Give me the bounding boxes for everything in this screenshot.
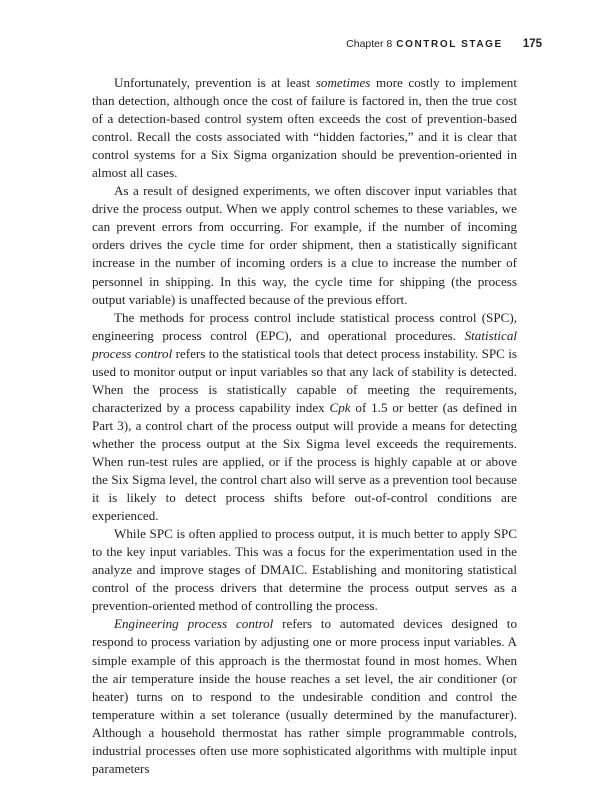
running-head — [346, 38, 542, 50]
chapter-label: Chapter 8 — [346, 38, 393, 50]
chapter-title: CONTROL STAGE — [396, 39, 503, 50]
paragraph-spc-inputs — [92, 525, 517, 615]
paragraph-text: refers to the statistical tools that detect process instability. SPC is used to monitor output or input variables so that any lack of stability is detected. When the process is statistically capable of meeting the requirements, characterized by a process capability index — [92, 345, 517, 415]
paragraph-text: The methods for process control include statistical process control (SPC), engineering process control (EPC), and operational procedures. — [92, 309, 517, 343]
paragraph-prevention-cost — [92, 74, 517, 182]
term-engineering-process-control: Engineering process control — [114, 616, 274, 632]
paragraph-text: As a result of designed experiments, we often discover input variables that drive the process output. When we apply control schemes to these variables, we can prevent errors from occurring. For example, if the number of incoming orders drives the cycle time for order shipment, then a statistically significant increase in the number of incoming orders is a clue to increase the number of personnel in shipping. In this way, the cycle time for shipping (the process output variable) is unaffected because of the previous effort. — [92, 183, 517, 307]
body-text — [92, 74, 517, 778]
emphasis-sometimes: sometimes — [315, 75, 371, 90]
paragraph-engineering-process-control — [92, 615, 517, 777]
paragraph-process-control-methods — [92, 309, 517, 526]
page-number: 175 — [522, 38, 542, 50]
paragraph-designed-experiments — [92, 182, 517, 308]
term-statistical-process-control: Statistical process control — [92, 327, 517, 361]
paragraph-text: refers to automated devices designed to respond to process variation by adjusting one or more process input variables. A simple example of this approach is the thermostat found in most homes. When the air temperature inside the house reaches a set level, the air conditioner (or heater) turns on to respond to the undesirable condition and control the temperature within a set tolerance (usually determined by the manufacturer). Although a household thermostat has rather simple programmable controls, industrial processes often use more sophisticated algorithms with multiple input parameters — [92, 616, 517, 776]
term-cpk: Cpk — [329, 399, 351, 415]
paragraph-text: more costly to implement than detection, although once the cost of failure is factored in, then the true cost of a detection-based control system often exceeds the cost of prevention-based control. Recall the costs associated with “hidden factories,” and it is clear that control systems for a Six Sigma organization should be prevention-oriented in almost all cases. — [92, 75, 517, 181]
paragraph-text: Unfortunately, prevention is at least — [114, 75, 316, 90]
paragraph-text: While SPC is often applied to process output, it is much better to apply SPC to the key input variables. This was a focus for the experimentation used in the analyze and improve stages of DMAIC. Establishing and monitoring statistical control of the process drivers that determine the process output serves as a prevention-oriented method of controlling the process. — [92, 526, 517, 614]
paragraph-text: of 1.5 or better (as defined in Part 3), a control chart of the process output will provide a means for detecting whether the process output at the Six Sigma level exceeds the requirements. When run-test rules are applied, or if the process is highly capable at or above the Six Sigma level, the control chart also will serve as a prevention tool because it is likely to detect process shifts before out-of-control conditions are experienced. — [92, 399, 517, 524]
